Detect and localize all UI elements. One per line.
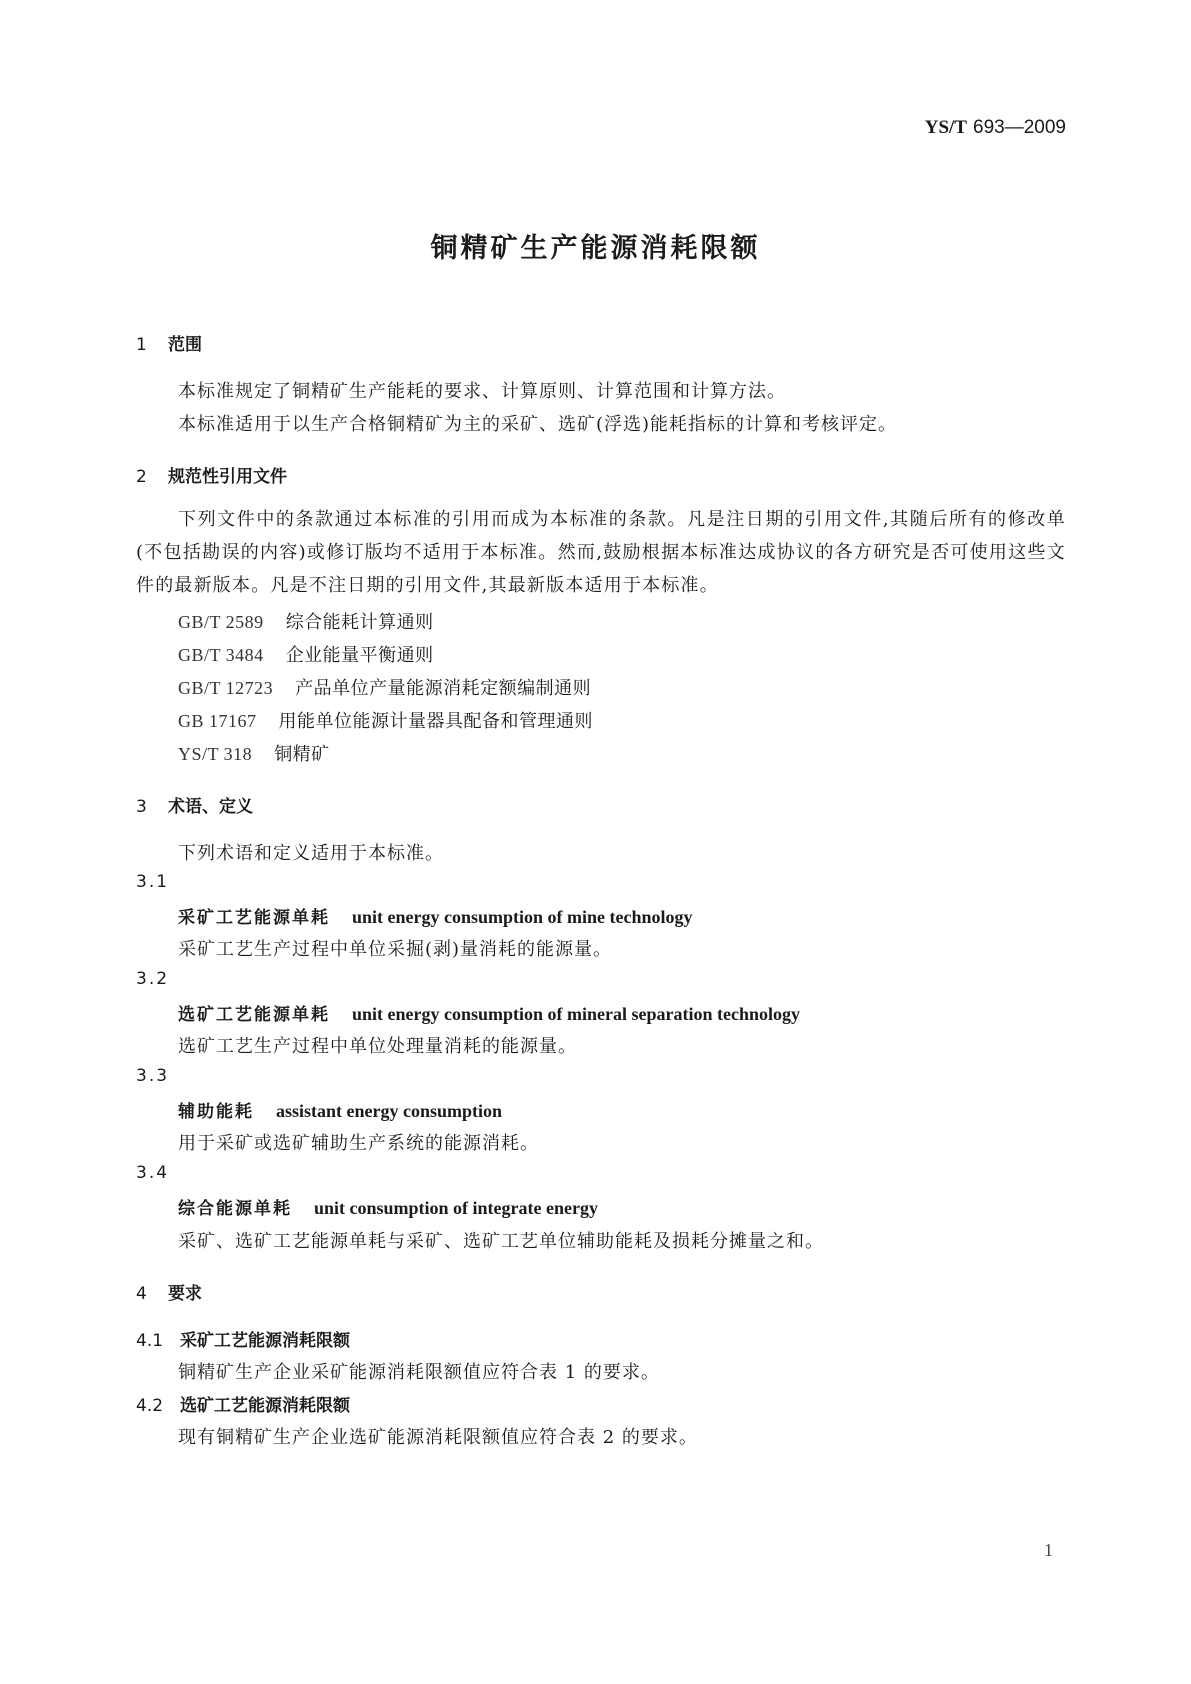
section-number: 1	[136, 335, 147, 355]
reference-item	[178, 674, 591, 700]
reference-item	[178, 641, 434, 667]
term-definition: 选矿工艺生产过程中单位处理量消耗的能源量。	[178, 1036, 577, 1057]
section-number: 3	[136, 797, 147, 817]
section-number: 2	[136, 467, 147, 487]
section-title: 术语、定义	[168, 797, 253, 817]
subsection-number: 4.2	[136, 1396, 164, 1416]
subsection-title: 选矿工艺能源消耗限额	[180, 1396, 350, 1416]
page-number: 1	[1044, 1540, 1053, 1560]
section-1-heading	[136, 330, 202, 355]
paragraph: 本标准规定了铜精矿生产能耗的要求、计算原则、计算范围和计算方法。	[178, 381, 786, 402]
term-entry	[178, 903, 693, 928]
term-definition: 采矿、选矿工艺能源单耗与采矿、选矿工艺单位辅助能耗及损耗分摊量之和。	[178, 1231, 824, 1252]
reference-item	[178, 608, 434, 634]
term-entry	[178, 1000, 800, 1025]
reference-title: 产品单位产量能源消耗定额编制通则	[295, 678, 592, 699]
term-en: assistant energy consumption	[276, 1101, 503, 1121]
term-entry	[178, 1097, 502, 1122]
term-definition: 用于采矿或选矿辅助生产系统的能源消耗。	[178, 1133, 539, 1154]
term-en: unit energy consumption of mineral separation technology	[352, 1004, 800, 1024]
subsection-4-2-heading	[136, 1391, 350, 1416]
paragraph: 现有铜精矿生产企业选矿能源消耗限额值应符合表 2 的要求。	[178, 1427, 698, 1448]
term-en: unit energy consumption of mine technology	[352, 907, 693, 927]
term-number: 3.1	[136, 872, 170, 892]
paragraph: 下列术语和定义适用于本标准。	[178, 843, 444, 864]
section-title: 规范性引用文件	[168, 467, 287, 487]
term-number: 3.4	[136, 1163, 170, 1183]
term-number: 3.2	[136, 969, 170, 989]
reference-code: GB 17167	[178, 711, 257, 731]
term-definition: 采矿工艺生产过程中单位采掘(剥)量消耗的能源量。	[178, 939, 613, 960]
reference-item	[178, 707, 593, 733]
document-title: 铜精矿生产能源消耗限额	[430, 233, 761, 264]
reference-title: 企业能量平衡通则	[285, 645, 434, 666]
term-zh: 选矿工艺能源单耗	[178, 1005, 330, 1025]
paragraph: 下列文件中的条款通过本标准的引用而成为本标准的条款。凡是注日期的引用文件,其随后所有的修改单(不包括勘误的内容)或修订版均不适用于本标准。然而,鼓励根据本标准达成协议的各方研究是否可使用这些文件的最新版本。凡是不注日期的引用文件,其最新版本适用于本标准。	[136, 509, 1066, 596]
reference-title: 综合能耗计算通则	[285, 612, 434, 633]
section-3-heading	[136, 792, 253, 817]
subsection-4-1-heading	[136, 1326, 350, 1351]
paragraph: 本标准适用于以生产合格铜精矿为主的采矿、选矿(浮选)能耗指标的计算和考核评定。	[178, 414, 898, 435]
standard-number: 693—2009	[973, 117, 1066, 138]
section-number: 4	[136, 1284, 147, 1304]
reference-code: GB/T 2589	[178, 612, 264, 632]
standard-code	[925, 116, 1066, 139]
section-title: 要求	[168, 1284, 202, 1304]
reference-code: YS/T 318	[178, 744, 253, 764]
reference-code: GB/T 3484	[178, 645, 264, 665]
term-entry	[178, 1194, 598, 1219]
term-zh: 采矿工艺能源单耗	[178, 908, 330, 928]
term-zh: 辅助能耗	[178, 1102, 254, 1122]
subsection-number: 4.1	[136, 1331, 164, 1351]
term-number: 3.3	[136, 1066, 170, 1086]
reference-title: 铜精矿	[274, 744, 330, 765]
standard-prefix: YS/T	[924, 117, 967, 138]
subsection-title: 采矿工艺能源消耗限额	[180, 1331, 350, 1351]
reference-item	[178, 740, 330, 766]
section-title: 范围	[168, 335, 202, 355]
reference-code: GB/T 12723	[178, 678, 274, 698]
term-en: unit consumption of integrate energy	[314, 1198, 598, 1218]
term-zh: 综合能源单耗	[178, 1199, 292, 1219]
reference-title: 用能单位能源计量器具配备和管理通则	[278, 711, 594, 732]
section-2-heading	[136, 462, 287, 487]
section-4-heading	[136, 1279, 202, 1304]
paragraph: 铜精矿生产企业采矿能源消耗限额值应符合表 1 的要求。	[178, 1362, 660, 1383]
